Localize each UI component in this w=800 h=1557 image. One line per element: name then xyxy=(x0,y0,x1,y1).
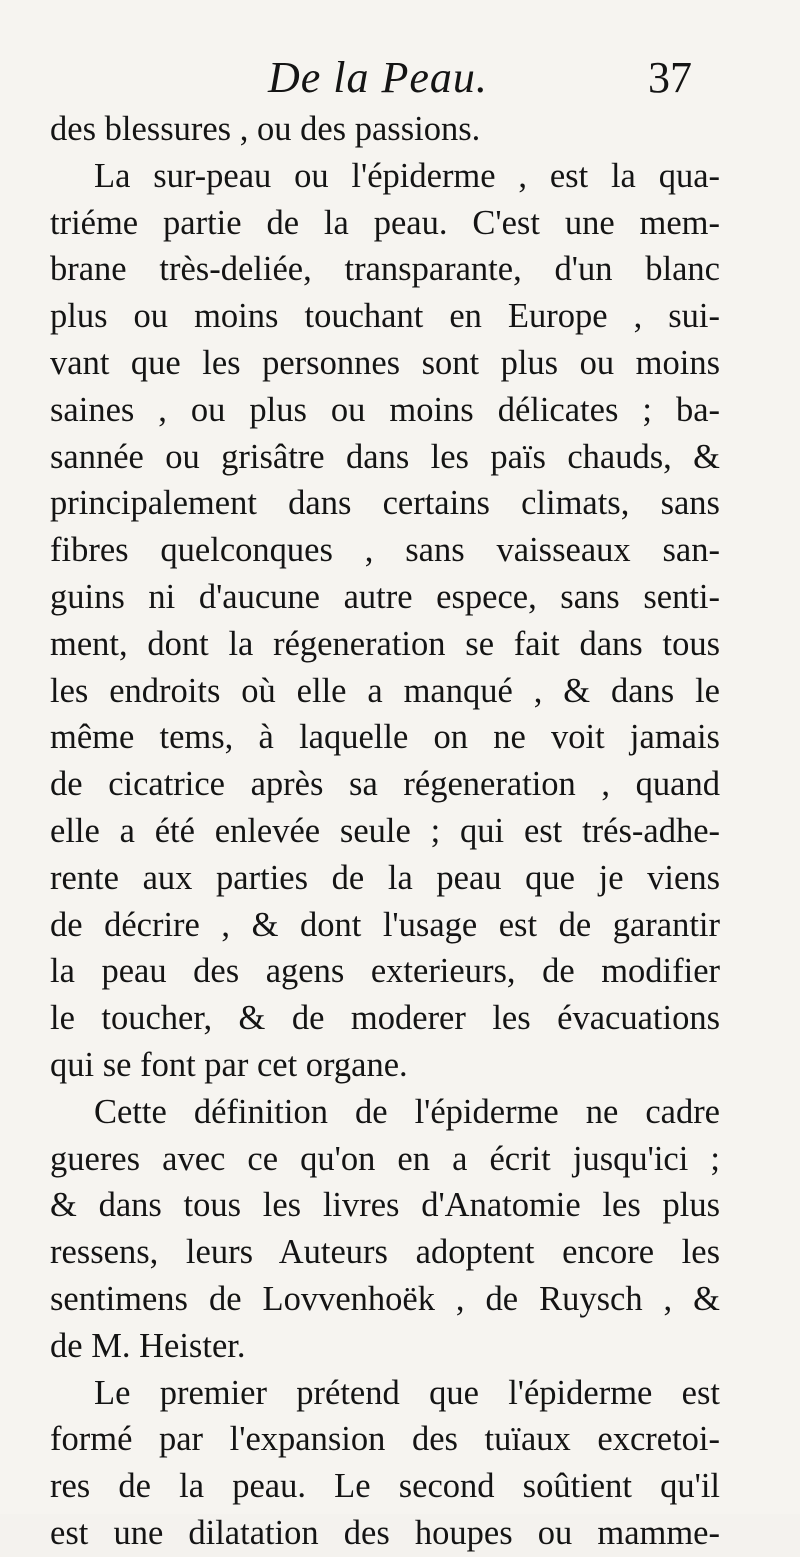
text-line: de décrire , & dont l'usage est de garantir xyxy=(50,905,720,944)
running-head: De la Peau. xyxy=(268,53,488,102)
text-line: gueres avec ce qu'on en a écrit jusqu'ici ; xyxy=(50,1139,720,1178)
page-number: 37 xyxy=(648,53,692,102)
text-line: saines , ou plus ou moins délicates ; ba- xyxy=(50,390,720,429)
text-line: brane très-deliée, transparante, d'un blanc xyxy=(50,250,720,289)
text-line: les endroits où elle a manqué , & dans le xyxy=(50,671,720,710)
text-line: est une dilatation des houpes ou mamme- xyxy=(50,1513,720,1552)
text-line: de M. Heister. xyxy=(50,1326,246,1365)
text-line: des blessures , ou des passions. xyxy=(50,110,481,148)
text-line: fibres quelconques , sans vaisseaux san- xyxy=(50,531,720,570)
text-line: la peau des agens exterieurs, de modifier xyxy=(50,952,720,991)
text-line: triéme partie de la peau. C'est une mem- xyxy=(50,203,720,242)
text-line: vant que les personnes sont plus ou moins xyxy=(50,343,720,382)
text-line: ment, dont la régeneration se fait dans tous xyxy=(50,624,720,663)
text-line: guins ni d'aucune autre espece, sans senti- xyxy=(50,577,720,616)
text-line: Cette définition de l'épiderme ne cadre xyxy=(94,1092,720,1131)
page-header xyxy=(0,50,800,110)
text-line: ressens, leurs Auteurs adoptent encore les xyxy=(50,1233,720,1272)
text-line: rente aux parties de la peau que je viens xyxy=(50,858,720,897)
text-line: de cicatrice après sa régeneration , quand xyxy=(50,765,720,804)
text-line: sentimens de Lovvenhoëk , de Ruysch , & xyxy=(50,1279,720,1318)
text-line: plus ou moins touchant en Europe , sui- xyxy=(50,297,720,336)
text-line: formé par l'expansion des tuïaux excretoi- xyxy=(50,1420,720,1459)
text-line: même tems, à laquelle on ne voit jamais xyxy=(50,718,720,757)
text-line: La sur-peau ou l'épiderme , est la qua- xyxy=(94,156,720,195)
text-line: qui se font par cet organe. xyxy=(50,1045,408,1084)
text-line: le toucher, & de moderer les évacuations xyxy=(50,999,720,1038)
text-line: principalement dans certains climats, sans xyxy=(50,484,720,523)
text-line: Le premier prétend que l'épiderme est xyxy=(94,1373,720,1412)
text-line: elle a été enlevée seule ; qui est trés-adhe- xyxy=(50,811,720,850)
text-line: res de la peau. Le second soûtient qu'il xyxy=(50,1467,720,1506)
text-line: sannée ou grisâtre dans les païs chauds, & xyxy=(50,437,720,476)
text-line: & dans tous les livres d'Anatomie les plus xyxy=(50,1186,720,1225)
body-text xyxy=(50,106,720,1557)
